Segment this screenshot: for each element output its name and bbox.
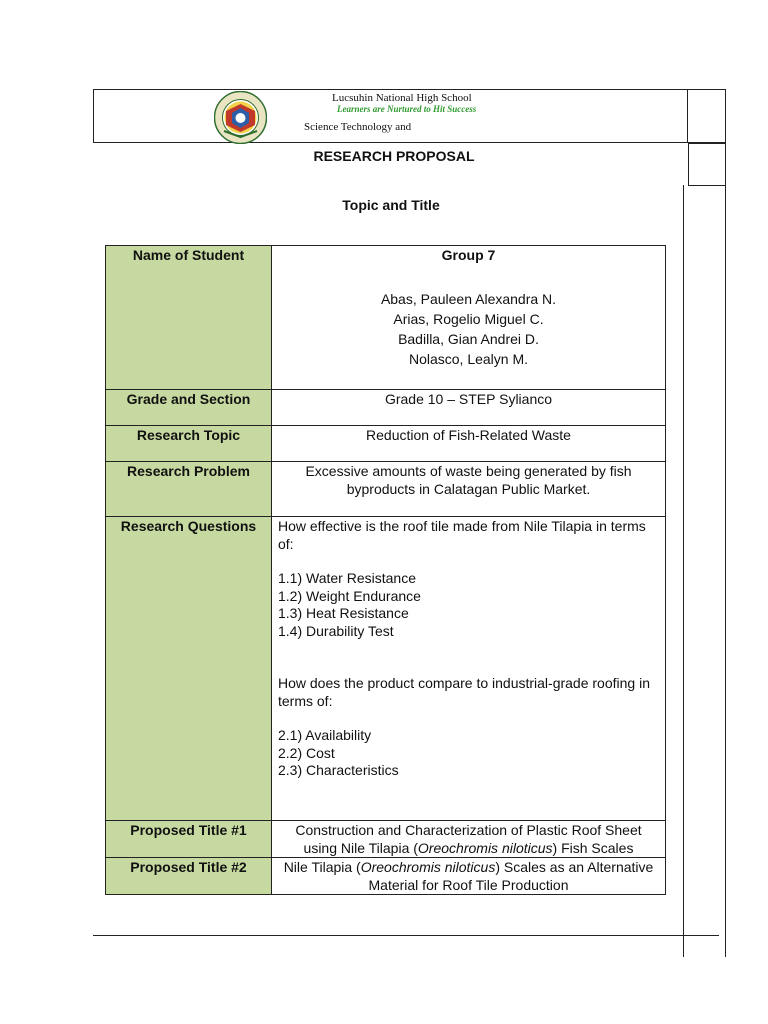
question-2: How does the product compare to industrial-grade roofing in terms of: xyxy=(278,675,650,709)
row-label-title2: Proposed Title #2 xyxy=(106,858,272,895)
topic-value: Reduction of Fish-Related Waste xyxy=(272,426,666,462)
table-row xyxy=(106,462,666,517)
row-label-title1: Proposed Title #1 xyxy=(106,821,272,858)
table-row xyxy=(106,517,666,821)
table-row xyxy=(106,426,666,462)
title2-value xyxy=(272,858,666,895)
grade-value: Grade 10 – STEP Sylianco xyxy=(272,390,666,426)
title1-text-after: ) Fish Scales xyxy=(552,839,634,856)
student-cell xyxy=(272,246,666,390)
school-name: Lucsuhin National High School xyxy=(332,92,472,104)
proposal-table xyxy=(105,245,666,895)
row-label-topic: Research Topic xyxy=(106,426,272,462)
title1-species: Oreochromis niloticus xyxy=(417,839,553,856)
table-row xyxy=(106,821,666,858)
list-item: 2.3) Characteristics xyxy=(278,762,399,778)
frame-top-line xyxy=(93,89,726,90)
member-name: Badilla, Gian Andrei D. xyxy=(398,330,539,347)
list-item: 1.4) Durability Test xyxy=(278,622,394,639)
title1-value xyxy=(272,821,666,858)
school-seal-logo xyxy=(214,91,267,144)
list-item: 2.2) Cost xyxy=(278,744,335,761)
title2-text-after: ) Scales as an Alternative Material for Roof Tile Production xyxy=(368,859,654,893)
table-row xyxy=(106,246,666,390)
document-subtitle: Topic and Title xyxy=(342,197,440,213)
row-label-problem: Research Problem xyxy=(106,462,272,517)
footer-line xyxy=(93,935,719,936)
member-name: Nolasco, Lealyn M. xyxy=(408,350,529,367)
list-item: 2.1) Availability xyxy=(278,727,372,743)
frame-left-line xyxy=(93,89,94,143)
questions-cell xyxy=(272,517,666,821)
row-label-grade: Grade and Section xyxy=(106,390,272,426)
title1-text-before: Construction and Characterization of Plastic Roof Sheet using Nile Tilapia ( xyxy=(295,822,642,856)
list-item: 1.1) Water Resistance xyxy=(278,570,416,586)
header-bottom-line xyxy=(93,142,726,143)
list-item: 1.2) Weight Endurance xyxy=(278,587,421,604)
document-title: RESEARCH PROPOSAL xyxy=(313,148,475,164)
problem-value: Excessive amounts of waste being generated by fish byproducts in Calatagan Public Market. xyxy=(272,462,666,517)
department-name: Science Technology and xyxy=(304,121,412,133)
frame-inner-right-line xyxy=(687,89,688,143)
member-name: Abas, Pauleen Alexandra N. xyxy=(380,290,557,307)
member-name: Arias, Rogelio Miguel C. xyxy=(393,310,544,327)
title2-text-before: Nile Tilapia ( xyxy=(283,859,361,875)
question-1: How effective is the roof tile made from Nile Tilapia in terms of: xyxy=(278,518,646,552)
school-motto: Learners are Nurtured to Hit Success xyxy=(337,104,477,114)
frame-right-line xyxy=(725,89,726,957)
title2-species: Oreochromis niloticus xyxy=(360,859,496,875)
table-row xyxy=(106,390,666,426)
list-item: 1.3) Heat Resistance xyxy=(278,605,409,621)
group-name: Group 7 xyxy=(441,247,496,263)
row-label-questions: Research Questions xyxy=(106,517,272,821)
row-label-student: Name of Student xyxy=(106,246,272,390)
frame-mid-right-line xyxy=(683,185,684,957)
table-row xyxy=(106,858,666,895)
